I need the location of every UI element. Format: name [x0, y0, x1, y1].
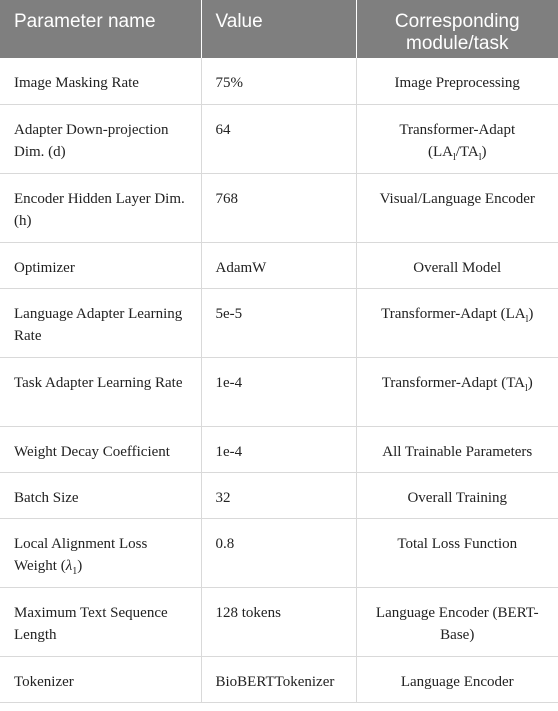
lambda-symbol: λ: [65, 557, 73, 574]
table-row: [0, 58, 558, 104]
param-module: [356, 288, 558, 357]
param-module: Total Loss Function: [356, 518, 558, 587]
param-value: 1e-4: [201, 426, 356, 472]
param-module: Language Encoder: [356, 656, 558, 702]
param-name: Maximum Text Sequence Length: [0, 587, 201, 656]
table-row: [0, 104, 558, 173]
header-module: Corresponding module/task: [356, 0, 558, 58]
module-text: /TA: [455, 143, 479, 160]
param-module: Visual/Language Encoder: [356, 173, 558, 242]
param-name: Encoder Hidden Layer Dim. (h): [0, 173, 201, 242]
module-text: Transformer-Adapt (LA: [399, 121, 516, 160]
param-value: 32: [201, 472, 356, 518]
module-text: ): [481, 143, 487, 160]
table-row: [0, 426, 558, 472]
param-name: Optimizer: [0, 242, 201, 288]
table-row: [0, 357, 558, 426]
param-module: [356, 357, 558, 426]
param-name: Tokenizer: [0, 656, 201, 702]
param-module: All Trainable Parameters: [356, 426, 558, 472]
param-value: 1e-4: [201, 357, 356, 426]
param-value: AdamW: [201, 242, 356, 288]
module-text: ): [528, 305, 534, 322]
param-value: 0.8: [201, 518, 356, 587]
subscript: l: [525, 313, 529, 325]
header-row: [0, 0, 558, 58]
param-value: BioBERTTokenizer: [201, 656, 356, 702]
subscript: l: [525, 382, 528, 394]
module-text: ): [527, 374, 533, 391]
subscript: l: [452, 151, 456, 163]
param-name: [0, 518, 201, 587]
param-value: 75%: [201, 58, 356, 104]
name-text: ): [77, 557, 83, 574]
name-text: Local Alignment Loss Weight (: [14, 535, 148, 574]
param-module: Image Preprocessing: [356, 58, 558, 104]
table-row: [0, 173, 558, 242]
param-module: [356, 104, 558, 173]
param-module: Overall Training: [356, 472, 558, 518]
table-row: [0, 472, 558, 518]
param-value: 768: [201, 173, 356, 242]
module-text: Transformer-Adapt (TA: [381, 374, 526, 391]
param-name: Weight Decay Coefficient: [0, 426, 201, 472]
module-text: Transformer-Adapt (LA: [381, 305, 526, 322]
table-header: [0, 0, 558, 58]
table-row: [0, 518, 558, 587]
param-name: Adapter Down-projection Dim. (d): [0, 104, 201, 173]
table-body: [0, 58, 558, 702]
param-name: Batch Size: [0, 472, 201, 518]
subscript: l: [478, 151, 482, 163]
param-name: Image Masking Rate: [0, 58, 201, 104]
header-parameter-name: Parameter name: [0, 0, 201, 58]
table-row: [0, 656, 558, 702]
param-name: Task Adapter Learning Rate: [0, 357, 201, 426]
param-value: 64: [201, 104, 356, 173]
param-value: 128 tokens: [201, 587, 356, 656]
param-module: Language Encoder (BERT-Base): [356, 587, 558, 656]
table-row: [0, 288, 558, 357]
param-module: Overall Model: [356, 242, 558, 288]
param-name: Language Adapter Learning Rate: [0, 288, 201, 357]
table-row: [0, 587, 558, 656]
table-row: [0, 242, 558, 288]
header-value: Value: [201, 0, 356, 58]
subscript: 1: [72, 565, 78, 577]
param-value: 5e-5: [201, 288, 356, 357]
